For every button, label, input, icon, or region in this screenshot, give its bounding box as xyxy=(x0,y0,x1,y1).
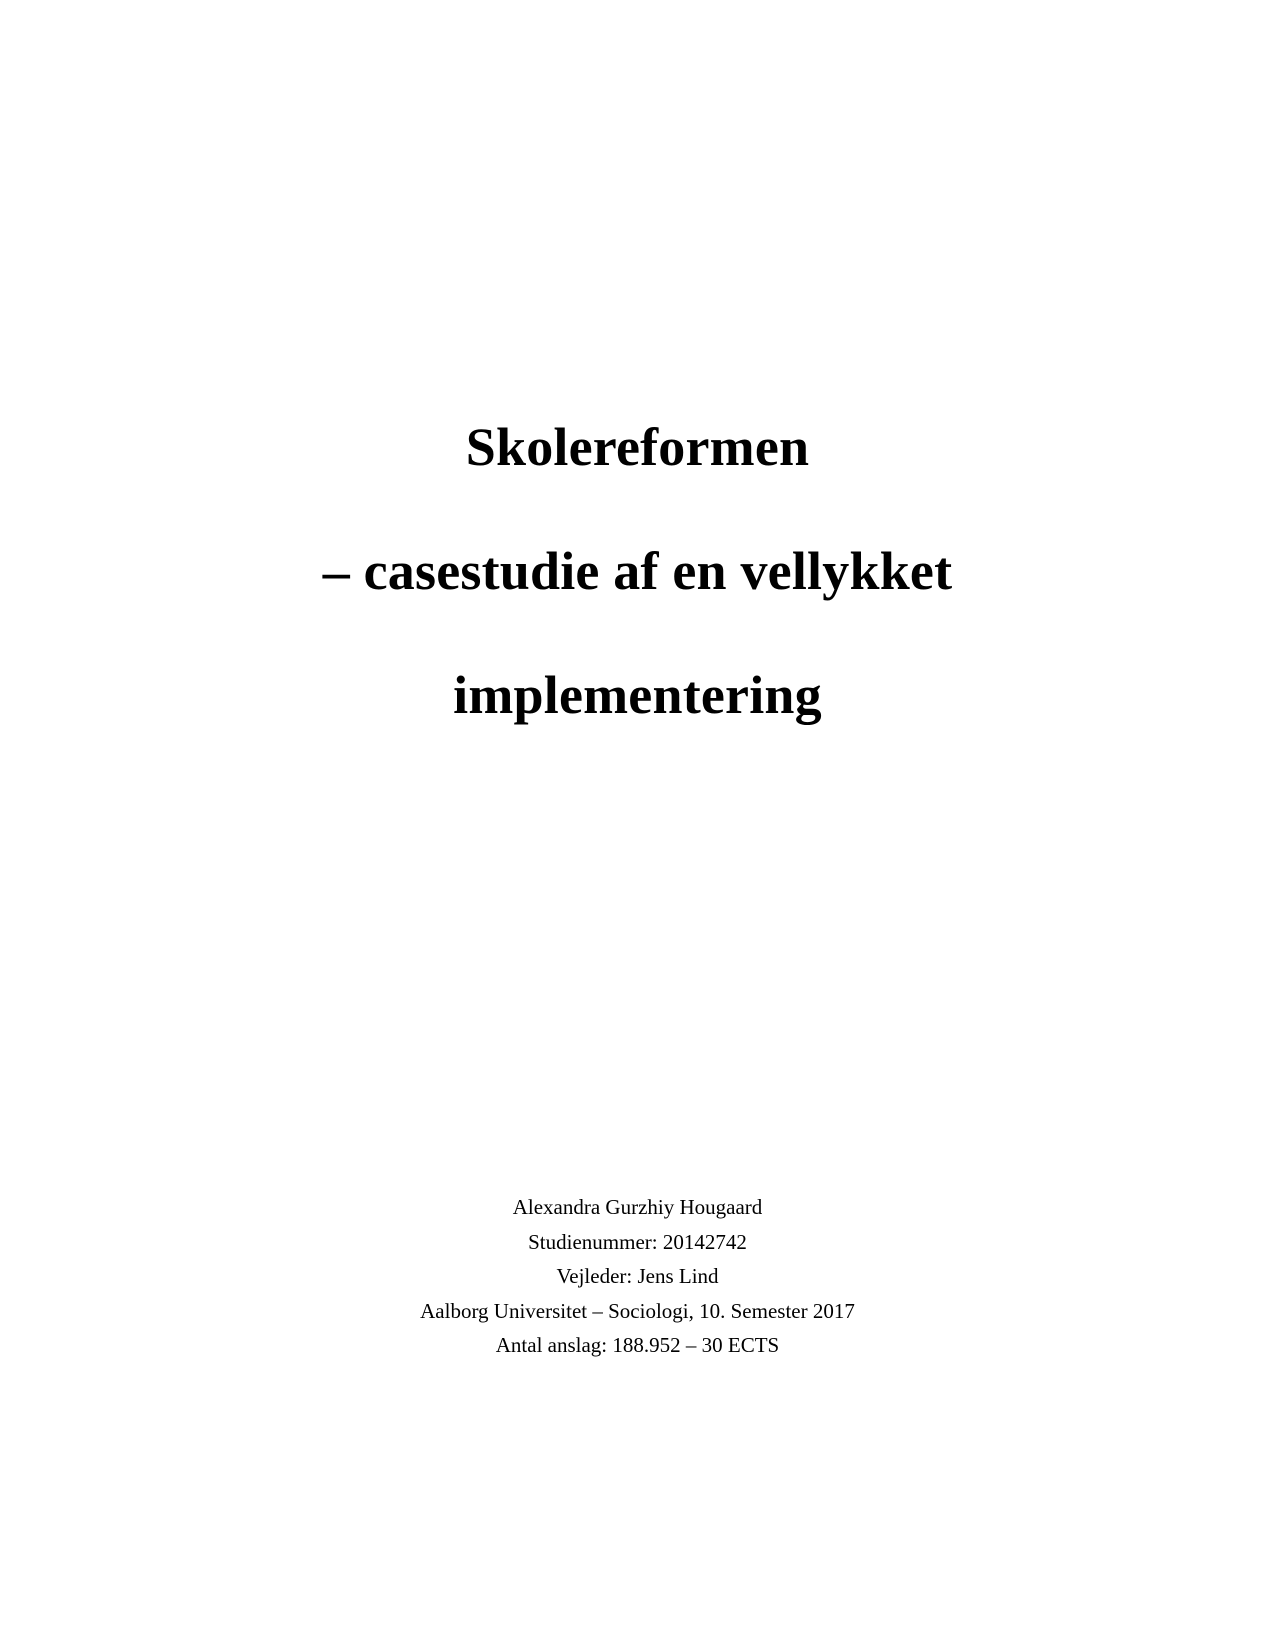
page-title-line-1: Skolereformen xyxy=(465,417,810,477)
supervisor: Vejleder: Jens Lind xyxy=(556,1264,719,1288)
student-number: Studienummer: 20142742 xyxy=(528,1229,747,1254)
institution-program: Aalborg Universitet – Sociologi, 10. Semester 2017 xyxy=(420,1298,855,1323)
title-block xyxy=(0,385,1275,757)
page-title-line-2: – casestudie af en vellykket xyxy=(322,541,953,601)
author-name: Alexandra Gurzhiy Hougaard xyxy=(512,1195,763,1219)
page-title-line-3: implementering xyxy=(453,665,822,725)
author-meta-block xyxy=(0,1190,1275,1363)
character-count-ects: Antal anslag: 188.952 – 30 ECTS xyxy=(495,1333,780,1357)
